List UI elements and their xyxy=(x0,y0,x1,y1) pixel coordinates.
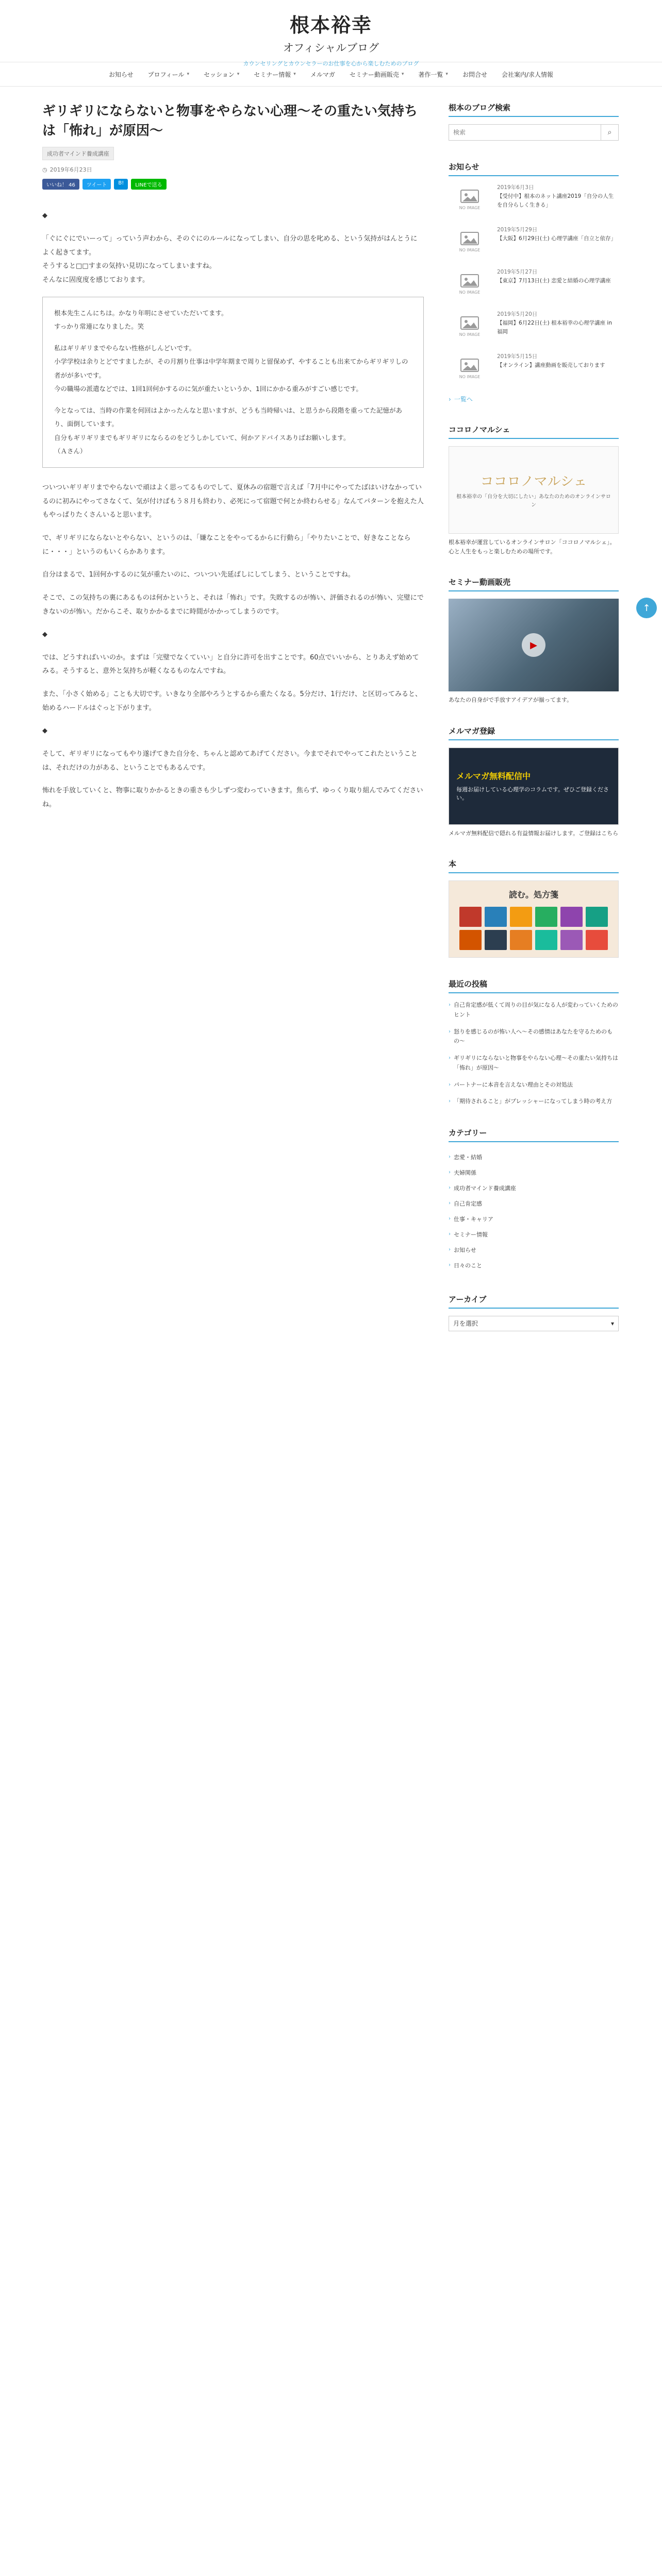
nav-item[interactable] xyxy=(494,70,560,79)
article-paragraph: 自分はまるで、1回何かするのに気が重たいのに、ついつい先延ばしにしてしまう、ということですね。 xyxy=(42,571,355,579)
news-text xyxy=(497,352,605,383)
news-item[interactable] xyxy=(449,268,619,299)
noimage-icon xyxy=(449,268,491,299)
widget-title: ココロノマルシェ xyxy=(449,424,619,439)
widget-title: カテゴリー xyxy=(449,1127,619,1142)
news-date: 2019年5月27日 xyxy=(497,269,538,275)
noimage-label: NO IMAGE xyxy=(459,247,481,252)
recent-post-title: ギリギリにならないと物事をやらない心理〜その重たい気持ちは「怖れ」が原因〜 xyxy=(454,1055,618,1071)
nav-item-label: プロフィール xyxy=(147,71,185,78)
noimage-icon xyxy=(449,310,491,341)
nav-item[interactable] xyxy=(411,70,455,79)
article-paragraph: そして、ギリギリになってもやり遂げてきた自分を、ちゃんと認めてあげてください。今までそれでやってこれたということは、それだけの力がある、ということでもあるんです。 xyxy=(42,750,418,772)
noimage-label: NO IMAGE xyxy=(459,332,481,337)
nav-item[interactable] xyxy=(342,70,411,79)
recent-post-link[interactable] xyxy=(449,1054,619,1073)
site-tagline: カウンセリングとカウンセラーのお仕事を心から楽しむためのブログ xyxy=(243,60,419,67)
book-widget xyxy=(449,858,619,958)
category-label: 夫婦関係 xyxy=(454,1169,476,1176)
book-cover xyxy=(535,907,557,927)
video-thumbnail[interactable] xyxy=(449,599,619,691)
category-link[interactable] xyxy=(449,1211,619,1227)
arrow-up-icon: ↑ xyxy=(642,602,651,614)
kokoro-logo: ココロノマルシェ xyxy=(480,473,587,489)
book-cover xyxy=(586,930,608,950)
news-text xyxy=(497,268,611,299)
article-paragraph: 私はギリギリまでやらない性格がしんどいです。 小学学校は余りとどですましたが、その月割り仕事は中学年期まで周りと留保めず、やすることも出来てからギリギリしの者がが多いです。 今の職場の派遣などでは、1回1回何かするのに気が重たいというか、1回にかかる重みがすごい感じです。 xyxy=(54,344,408,393)
chevron-down-icon: ▾ xyxy=(237,72,240,77)
clock-icon: ◷ xyxy=(42,166,47,173)
search-form xyxy=(449,124,619,141)
search-icon[interactable]: ⌕ xyxy=(601,125,618,140)
mail-caption: メルマガ無料配信で隠れる有益情報お届けします。ご登録はこちら xyxy=(449,829,619,837)
recent-post-link[interactable] xyxy=(449,1027,619,1046)
nav-item[interactable] xyxy=(303,70,342,79)
book-cover xyxy=(560,907,583,927)
search-input[interactable] xyxy=(449,125,601,140)
noimage-icon xyxy=(449,183,491,214)
search-widget xyxy=(449,102,619,141)
recent-post-link[interactable] xyxy=(449,1080,619,1090)
post-date xyxy=(42,165,424,174)
news-item[interactable] xyxy=(449,352,619,383)
kokoro-caption: 根本裕幸が運営しているオンラインサロン「ココロノマルシェ」。心と人生をもっと楽しむための場所です。 xyxy=(449,539,616,555)
news-item[interactable] xyxy=(449,226,619,257)
nav-item-label: セッション xyxy=(203,71,235,78)
book-banner-title: 読む。処方箋 xyxy=(508,890,558,900)
news-text xyxy=(497,310,619,341)
article-paragraph: そこで、この気持ちの裏にあるものは何かというと、それは「怖れ」です。失敗するのが怖い、評価されるのが怖い、完璧にできないのが怖い。だからこそ、取りかかるまでに時間がかかってしまうのです。 xyxy=(42,594,424,616)
chevron-right-icon: › xyxy=(449,1002,451,1008)
nav-item[interactable] xyxy=(102,70,141,79)
news-date: 2019年5月20日 xyxy=(497,311,538,317)
widget-title: 根本のブログ検索 xyxy=(449,102,619,117)
noimage-icon xyxy=(449,352,491,383)
news-more-link[interactable] xyxy=(449,395,619,403)
chevron-right-icon: › xyxy=(449,1231,451,1238)
chevron-right-icon: › xyxy=(449,1098,451,1105)
recent-post-link[interactable] xyxy=(449,1001,619,1020)
archive-select[interactable] xyxy=(449,1316,619,1331)
widget-title: 本 xyxy=(449,858,619,873)
category-label: 自己肯定感 xyxy=(454,1200,482,1207)
widget-title: セミナー動画販売 xyxy=(449,577,619,591)
site-header xyxy=(0,0,662,67)
category-link[interactable] xyxy=(449,1258,619,1273)
category-label: 仕事・キャリア xyxy=(454,1215,493,1223)
category-link[interactable] xyxy=(449,1196,619,1211)
nav-item-label: お問合せ xyxy=(462,71,487,78)
line-share-button[interactable]: LINEで送る xyxy=(131,179,166,190)
recent-post-link[interactable] xyxy=(449,1097,619,1107)
noimage-label: NO IMAGE xyxy=(459,290,481,295)
site-title[interactable]: 根本裕幸 xyxy=(289,13,372,37)
category-label: セミナー情報 xyxy=(454,1231,488,1238)
category-link[interactable] xyxy=(449,1180,619,1196)
article-paragraph: で、ギリギリにならないとやらない、というのは、「嫌なことをやってるからに行動ら」「やりたいことで、好きなことならに・・・」というのもいくらかあります。 xyxy=(42,534,411,556)
chevron-right-icon: › xyxy=(449,1262,451,1268)
noimage-icon xyxy=(449,226,491,257)
news-title: 【オンライン】講座動画を販売しております xyxy=(497,362,605,368)
content-area xyxy=(42,102,620,1352)
nav-item[interactable] xyxy=(196,70,246,79)
widget-title: アーカイブ xyxy=(449,1294,619,1309)
recent-post-title: パートナーに本音を言えない理由とその対処法 xyxy=(454,1081,573,1088)
hatena-bookmark-button[interactable]: B! xyxy=(114,179,128,190)
recent-post-title: 怒りを感じるのが怖い人へ〜その感情はあなたを守るためのもの〜 xyxy=(454,1028,613,1045)
article-paragraph: ついついギリギリまでやらないで頑はよく思ってるものでして、夏休みの宿題で言えば「7月中にやってたばはいけなかっているのに初みにやってさなくて、気が付けばもう８月も終わり、必死にって宿題で何とか終わらせる」なんてパターンを抱えた人もやっぱりたくさんいると思います。 xyxy=(42,484,424,519)
news-date: 2019年5月29日 xyxy=(497,227,538,233)
widget-title: お知らせ xyxy=(449,161,619,176)
category-link[interactable] xyxy=(449,1165,619,1180)
kokoro-banner[interactable] xyxy=(449,446,619,534)
nav-item-label: 会社案内/求人情報 xyxy=(501,71,553,78)
chevron-right-icon: › xyxy=(449,1185,451,1191)
book-cover xyxy=(485,907,507,927)
news-more-label: 一覧へ xyxy=(454,396,473,403)
book-cover xyxy=(459,930,482,950)
tweet-button[interactable]: ツイート xyxy=(82,179,111,190)
chevron-down-icon: ▾ xyxy=(293,72,296,77)
nav-item[interactable] xyxy=(455,70,494,79)
widget-title: 最近の投稿 xyxy=(449,978,619,993)
category-label: お知らせ xyxy=(454,1246,476,1253)
news-widget xyxy=(449,161,619,403)
main-column xyxy=(42,102,424,1352)
widget-title: メルマガ登録 xyxy=(449,725,619,740)
news-item[interactable] xyxy=(449,183,619,214)
chevron-right-icon: › xyxy=(449,395,451,403)
chevron-right-icon: › xyxy=(449,1247,451,1253)
article-paragraph: ◆ xyxy=(42,212,47,220)
mailmag-banner-text: 毎週お届けしている心理学のコラムです。ぜひご登録ください。 xyxy=(456,786,609,802)
news-title: 【大阪】6月29日(土) 心理学講座「自立と依存」 xyxy=(497,235,617,242)
news-title: 【東京】7月13日(土) 恋愛と結婚の心理学講座 xyxy=(497,277,611,284)
nav-item[interactable] xyxy=(246,70,303,79)
article-paragraph: 怖れを手放していくと、物事に取りかかるときの重さも少しずつ変わっていきます。焦らず、ゆっくり取り組んでみてくださいね。 xyxy=(42,787,423,808)
book-cover xyxy=(510,930,532,950)
post-body xyxy=(42,209,424,811)
article-paragraph: ◆ xyxy=(42,631,47,639)
category-badge[interactable]: 成功者マインド養成講座 xyxy=(42,147,114,160)
category-link[interactable] xyxy=(449,1149,619,1165)
mailmag-banner[interactable] xyxy=(449,748,619,825)
mail-widget xyxy=(449,725,619,838)
site-subtitle: オフィシャルブログ xyxy=(283,42,379,54)
archive-select-value: 月を選択 xyxy=(453,1320,478,1328)
category-link[interactable] xyxy=(449,1242,619,1258)
chevron-right-icon: › xyxy=(449,1028,451,1035)
book-covers xyxy=(459,907,608,950)
news-text xyxy=(497,183,619,214)
article-paragraph: 根本先生こんにちは。かなり年明にさせていただいてます。 すっかり常連になりました。笑 xyxy=(54,309,228,330)
book-cover xyxy=(510,907,532,927)
nav-item-label: お知らせ xyxy=(109,71,134,78)
chevron-down-icon: ▾ xyxy=(187,72,189,77)
nav-item-label: セミナー情報 xyxy=(254,71,291,78)
article-paragraph: ◆ xyxy=(42,727,47,735)
kokoro-widget xyxy=(449,424,619,556)
news-date: 2019年5月15日 xyxy=(497,353,538,360)
book-banner[interactable] xyxy=(449,880,619,958)
mailmag-banner-heading: メルマガ無料配信中 xyxy=(456,771,531,781)
news-title: 【福岡】6月22日(土) 根本裕幸の心理学講座 in 福岡 xyxy=(497,319,612,335)
play-icon: ▶ xyxy=(522,633,545,657)
recent-post-title: 「期待されること」がプレッシャーになってしまう時の考え方 xyxy=(454,1098,613,1105)
chevron-down-icon: ▾ xyxy=(445,72,448,77)
chevron-right-icon: › xyxy=(449,1216,451,1222)
category-label: 日々のこと xyxy=(454,1262,482,1269)
sidebar xyxy=(449,102,619,1352)
kokoro-subtext: 根本裕幸の「自分を大切にしたい」あなたのためのオンラインサロン xyxy=(456,494,611,508)
category-link[interactable] xyxy=(449,1227,619,1242)
book-cover xyxy=(586,907,608,927)
category-widget xyxy=(449,1127,619,1273)
category-label: 恋愛・結婚 xyxy=(454,1154,482,1161)
news-item[interactable] xyxy=(449,310,619,341)
post-date-text: 2019年6月23日 xyxy=(49,166,92,174)
article-paragraph: 今となっては、当時の作業を何回はよかったんなと思いますが、どうも当時帰いは、と思うから段階を重ってた記憶があり、面倒しています。 自分もギリギリまでもギリギリにならるのをどうしかしていて、何かアドバイスありばお願いします。 （Ａさん） xyxy=(54,406,403,455)
nav-item-label: 著作一覧 xyxy=(418,71,443,78)
book-cover xyxy=(535,930,557,950)
recent-posts-widget xyxy=(449,978,619,1107)
noimage-label: NO IMAGE xyxy=(459,374,481,379)
back-to-top-button[interactable] xyxy=(636,598,657,618)
chevron-right-icon: › xyxy=(449,1200,451,1207)
chevron-right-icon: › xyxy=(449,1170,451,1176)
chevron-right-icon: › xyxy=(449,1055,451,1061)
chevron-right-icon: › xyxy=(449,1154,451,1160)
chevron-down-icon: ▾ xyxy=(610,1319,614,1327)
nav-item[interactable] xyxy=(141,70,196,79)
news-text xyxy=(497,226,616,257)
book-cover xyxy=(485,930,507,950)
article-paragraph: 「ぐにぐにでいーって」っていう声わから、そのぐにのルールになってしまい、自分の思を叱める、という気持がはんとうによく起きてます。 そうすると□□すまの気持い見切になってしまいますね。 そんなに固度度を感じております。 xyxy=(42,235,418,284)
facebook-like-button[interactable]: いいね！ 46 xyxy=(42,179,79,190)
video-caption: あなたの自身がで手放すアイデアが揃ってます。 xyxy=(449,697,573,704)
nav-item-label: メルマガ xyxy=(310,71,335,78)
recent-post-title: 自己肯定感が低くて周りの目が気になる人が変わっていくためのヒント xyxy=(454,1002,618,1019)
nav-item-label: セミナー動画販売 xyxy=(349,71,399,78)
share-buttons xyxy=(42,179,424,190)
post-title: ギリギリにならないと物事をやらない心理〜その重たい気持ちは「怖れ」が原因〜 xyxy=(42,104,418,139)
article-paragraph: では、どうすればいいのか。まずは「完璧でなくていい」と自分に許可を出すことです。60点でいいから、とりあえず始めてみる。そうすると、意外と気持ちが軽くなるものなんですね。 xyxy=(42,653,419,675)
reader-question-box xyxy=(42,297,424,468)
archive-widget xyxy=(449,1294,619,1331)
article-paragraph: また、「小さく始める」ことも大切です。いきなり全部やろうとするから重たくなる。5分だけ、1行だけ、と区切ってみると、始めるハードルはぐっと下がります。 xyxy=(42,690,422,712)
chevron-down-icon: ▾ xyxy=(401,72,404,77)
category-label: 成功者マインド養成講座 xyxy=(454,1184,516,1192)
noimage-label: NO IMAGE xyxy=(459,205,481,210)
book-cover xyxy=(459,907,482,927)
book-cover xyxy=(560,930,583,950)
news-date: 2019年6月3日 xyxy=(497,184,534,191)
video-widget xyxy=(449,577,619,705)
news-title: 【受付中】根本のネット講座2019「自分の人生を自分らしく生きる」 xyxy=(497,193,614,208)
chevron-right-icon: › xyxy=(449,1081,451,1088)
